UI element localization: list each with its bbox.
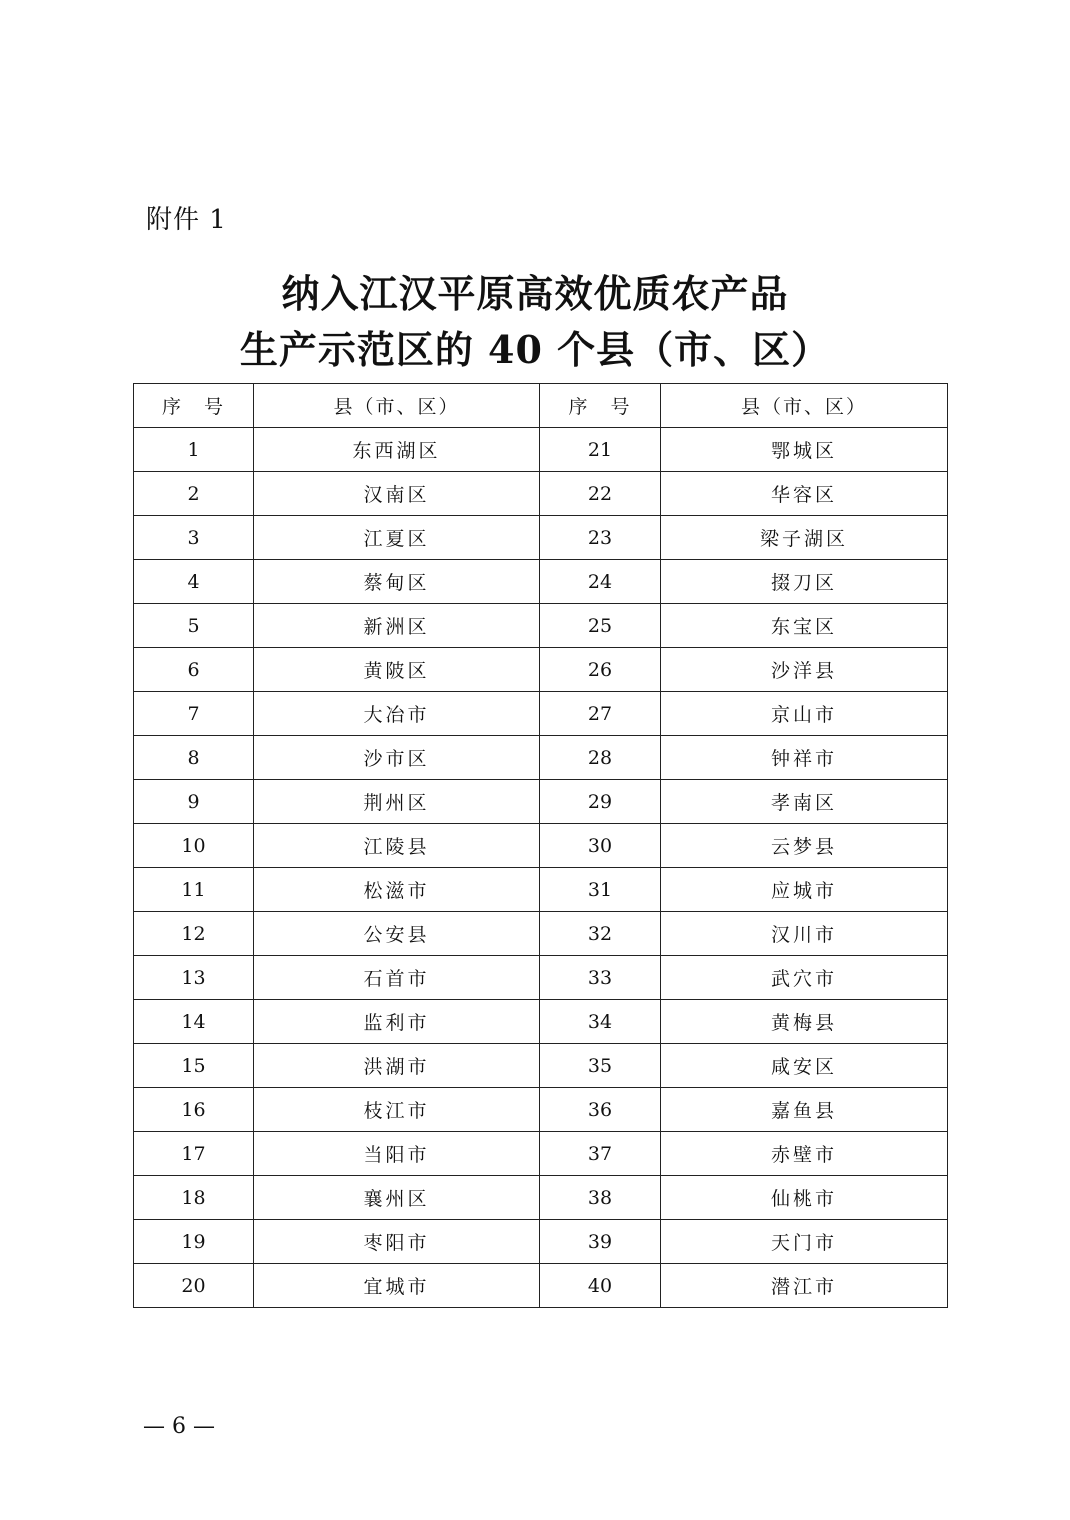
seq-right-cell: 23 bbox=[540, 516, 661, 560]
county-left-cell: 松滋市 bbox=[254, 868, 540, 912]
seq-right-cell: 40 bbox=[540, 1264, 661, 1308]
table-row bbox=[134, 1132, 948, 1176]
seq-right-cell: 38 bbox=[540, 1176, 661, 1220]
seq-left-cell: 2 bbox=[134, 472, 254, 516]
seq-left-cell: 16 bbox=[134, 1088, 254, 1132]
table-row bbox=[134, 560, 948, 604]
seq-left-cell: 11 bbox=[134, 868, 254, 912]
seq-right-cell: 34 bbox=[540, 1000, 661, 1044]
county-right-cell: 京山市 bbox=[661, 692, 948, 736]
seq-right-cell: 28 bbox=[540, 736, 661, 780]
county-right-cell: 黄梅县 bbox=[661, 1000, 948, 1044]
seq-left-cell: 10 bbox=[134, 824, 254, 868]
county-right-cell: 沙洋县 bbox=[661, 648, 948, 692]
county-right-cell: 云梦县 bbox=[661, 824, 948, 868]
table-row bbox=[134, 472, 948, 516]
seq-left-cell: 5 bbox=[134, 604, 254, 648]
table-row bbox=[134, 736, 948, 780]
seq-left-cell: 12 bbox=[134, 912, 254, 956]
county-right-cell: 钟祥市 bbox=[661, 736, 948, 780]
seq-left-cell: 3 bbox=[134, 516, 254, 560]
table-row bbox=[134, 1176, 948, 1220]
document-title-line-1: 纳入江汉平原高效优质农产品 bbox=[281, 271, 789, 316]
table-row bbox=[134, 1000, 948, 1044]
table-header-row bbox=[134, 384, 948, 428]
table-row bbox=[134, 692, 948, 736]
table-row bbox=[134, 956, 948, 1000]
seq-right-cell: 27 bbox=[540, 692, 661, 736]
seq-left-cell: 6 bbox=[134, 648, 254, 692]
county-right-cell: 武穴市 bbox=[661, 956, 948, 1000]
seq-left-cell: 13 bbox=[134, 956, 254, 1000]
table-row bbox=[134, 1088, 948, 1132]
county-right-cell: 仙桃市 bbox=[661, 1176, 948, 1220]
county-right-cell: 汉川市 bbox=[661, 912, 948, 956]
county-right-cell: 赤壁市 bbox=[661, 1132, 948, 1176]
seq-right-cell: 31 bbox=[540, 868, 661, 912]
seq-right-cell: 36 bbox=[540, 1088, 661, 1132]
seq-left-cell: 7 bbox=[134, 692, 254, 736]
table-row bbox=[134, 1044, 948, 1088]
county-left-cell: 石首市 bbox=[254, 956, 540, 1000]
county-right-cell: 应城市 bbox=[661, 868, 948, 912]
table-row bbox=[134, 912, 948, 956]
table-row bbox=[134, 1264, 948, 1308]
county-left-cell: 枣阳市 bbox=[254, 1220, 540, 1264]
county-left-cell: 东西湖区 bbox=[254, 428, 540, 472]
county-left-cell: 江夏区 bbox=[254, 516, 540, 560]
seq-left-cell: 9 bbox=[134, 780, 254, 824]
seq-left-cell: 20 bbox=[134, 1264, 254, 1308]
county-left-cell: 当阳市 bbox=[254, 1132, 540, 1176]
seq-right-cell: 32 bbox=[540, 912, 661, 956]
seq-left-cell: 1 bbox=[134, 428, 254, 472]
county-right-cell: 天门市 bbox=[661, 1220, 948, 1264]
header-county-left: 县（市、区） bbox=[254, 384, 540, 428]
table-row bbox=[134, 428, 948, 472]
table-body bbox=[134, 428, 948, 1308]
county-right-cell: 华容区 bbox=[661, 472, 948, 516]
table-row bbox=[134, 604, 948, 648]
county-right-cell: 鄂城区 bbox=[661, 428, 948, 472]
county-right-cell: 梁子湖区 bbox=[661, 516, 948, 560]
table-row bbox=[134, 1220, 948, 1264]
seq-right-cell: 25 bbox=[540, 604, 661, 648]
attachment-label: 附件 1 bbox=[146, 205, 227, 235]
table-row bbox=[134, 824, 948, 868]
document-title-line-2: 生产示范区的 40 个县（市、区） bbox=[239, 327, 831, 372]
seq-right-cell: 33 bbox=[540, 956, 661, 1000]
seq-right-cell: 35 bbox=[540, 1044, 661, 1088]
county-right-cell: 东宝区 bbox=[661, 604, 948, 648]
page-number: — 6 — bbox=[143, 1414, 215, 1439]
seq-right-cell: 22 bbox=[540, 472, 661, 516]
seq-right-cell: 37 bbox=[540, 1132, 661, 1176]
county-right-cell: 潜江市 bbox=[661, 1264, 948, 1308]
county-right-cell: 孝南区 bbox=[661, 780, 948, 824]
county-left-cell: 汉南区 bbox=[254, 472, 540, 516]
seq-left-cell: 17 bbox=[134, 1132, 254, 1176]
table-row bbox=[134, 780, 948, 824]
county-left-cell: 蔡甸区 bbox=[254, 560, 540, 604]
header-county-right: 县（市、区） bbox=[661, 384, 948, 428]
district-table bbox=[133, 383, 948, 1308]
county-left-cell: 大冶市 bbox=[254, 692, 540, 736]
seq-right-cell: 39 bbox=[540, 1220, 661, 1264]
county-left-cell: 黄陂区 bbox=[254, 648, 540, 692]
seq-left-cell: 19 bbox=[134, 1220, 254, 1264]
county-left-cell: 江陵县 bbox=[254, 824, 540, 868]
seq-left-cell: 14 bbox=[134, 1000, 254, 1044]
county-right-cell: 嘉鱼县 bbox=[661, 1088, 948, 1132]
table-row bbox=[134, 516, 948, 560]
county-left-cell: 襄州区 bbox=[254, 1176, 540, 1220]
county-left-cell: 荆州区 bbox=[254, 780, 540, 824]
seq-left-cell: 18 bbox=[134, 1176, 254, 1220]
county-left-cell: 宜城市 bbox=[254, 1264, 540, 1308]
seq-right-cell: 21 bbox=[540, 428, 661, 472]
header-seq-right: 序 号 bbox=[540, 384, 661, 428]
county-left-cell: 枝江市 bbox=[254, 1088, 540, 1132]
header-seq-left: 序 号 bbox=[134, 384, 254, 428]
county-left-cell: 公安县 bbox=[254, 912, 540, 956]
county-left-cell: 监利市 bbox=[254, 1000, 540, 1044]
county-right-cell: 掇刀区 bbox=[661, 560, 948, 604]
table-row bbox=[134, 648, 948, 692]
county-left-cell: 沙市区 bbox=[254, 736, 540, 780]
seq-right-cell: 30 bbox=[540, 824, 661, 868]
seq-right-cell: 24 bbox=[540, 560, 661, 604]
county-right-cell: 咸安区 bbox=[661, 1044, 948, 1088]
county-left-cell: 洪湖市 bbox=[254, 1044, 540, 1088]
seq-left-cell: 8 bbox=[134, 736, 254, 780]
seq-left-cell: 15 bbox=[134, 1044, 254, 1088]
county-left-cell: 新洲区 bbox=[254, 604, 540, 648]
table-row bbox=[134, 868, 948, 912]
seq-right-cell: 29 bbox=[540, 780, 661, 824]
seq-right-cell: 26 bbox=[540, 648, 661, 692]
seq-left-cell: 4 bbox=[134, 560, 254, 604]
